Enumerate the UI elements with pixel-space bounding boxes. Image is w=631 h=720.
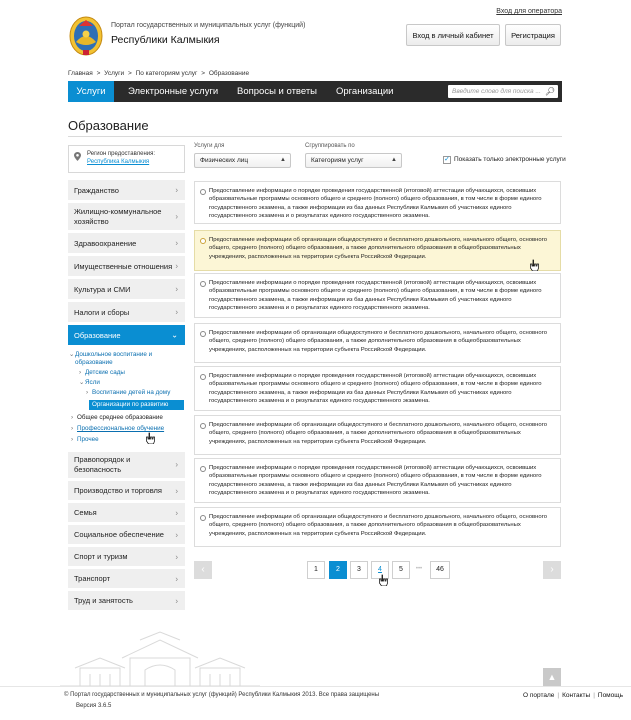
- sidebar-item-label: Социальное обеспечение: [74, 530, 164, 539]
- electronic-only-checkbox[interactable]: ✓: [444, 156, 450, 163]
- sidebar-item-property[interactable]: [68, 256, 185, 279]
- cabinet-login-button[interactable]: Вход в личный кабинет: [406, 24, 500, 46]
- subcat-label: Ясли: [85, 379, 100, 386]
- version-text: Версия 3.6.5: [76, 703, 112, 709]
- chevron-right-icon: ›: [71, 436, 74, 443]
- group-by-select[interactable]: [305, 153, 402, 168]
- subcat-label: Детские сады: [85, 369, 125, 376]
- sidebar-item-label: Семья: [74, 508, 97, 517]
- sidebar-item-label: Труд и занятость: [74, 596, 133, 605]
- subcat-kindergartens[interactable]: [79, 369, 185, 377]
- region-label: Регион предоставления:: [87, 151, 156, 157]
- page-link[interactable]: 5: [392, 561, 410, 579]
- breadcrumb-current: Образование: [208, 70, 250, 77]
- chevron-right-icon: ›: [175, 307, 178, 317]
- sidebar-item-healthcare[interactable]: [68, 233, 185, 256]
- map-pin-icon: [74, 152, 81, 161]
- chevron-right-icon: ›: [175, 552, 178, 561]
- nav-electronic-services[interactable]: Электронные услуги: [128, 86, 219, 97]
- search-input[interactable]: [448, 85, 558, 98]
- sidebar-item-citizenship[interactable]: [68, 180, 185, 203]
- nav-services[interactable]: Услуги: [68, 81, 114, 102]
- subcat-label: Прочее: [77, 436, 99, 443]
- chevron-right-icon: ›: [175, 185, 178, 195]
- service-item[interactable]: [194, 323, 561, 363]
- separator: |: [593, 692, 595, 699]
- next-page-button[interactable]: ›: [543, 561, 561, 579]
- separator: |: [557, 692, 560, 699]
- sidebar-item-label: Правопорядок и безопасность: [74, 455, 131, 474]
- service-item[interactable]: [194, 458, 561, 503]
- subcat-professional[interactable]: [71, 425, 185, 433]
- sidebar-item-housing[interactable]: [68, 203, 185, 233]
- radio-icon: [200, 331, 206, 337]
- chevron-right-icon: ›: [71, 414, 74, 421]
- operator-login-link[interactable]: Вход для оператора: [496, 8, 562, 15]
- sidebar-item-label: Транспорт: [74, 574, 111, 583]
- subcat-general[interactable]: [71, 414, 185, 422]
- sidebar-item-label: Культура и СМИ: [74, 284, 131, 294]
- radio-icon: [200, 466, 206, 472]
- chevron-right-icon: ›: [175, 460, 178, 469]
- subcat-nursery[interactable]: [79, 379, 185, 387]
- chevron-right-icon: ›: [175, 211, 178, 221]
- page-link[interactable]: 3: [350, 561, 368, 579]
- sidebar-item-label: Гражданство: [74, 185, 119, 195]
- breadcrumb-sep: >: [127, 70, 132, 77]
- search-placeholder: Введите слово для поиска ...: [452, 88, 541, 95]
- services-for-select[interactable]: [194, 153, 291, 168]
- category-sidebar: [68, 180, 185, 613]
- page-ellipsis: •••: [415, 566, 423, 572]
- breadcrumb-sep: >: [96, 70, 101, 77]
- portal-subtitle: Портал государственных и муниципальных услуг (функций): [111, 22, 306, 29]
- service-item-text: Предоставление информации о порядке проведения государственной (итоговой) аттестации обучающихся, освоивших образовательные программы основного общего и среднего (полного) общего образования, в том числе в форме единого государственного экзамена, а также информации из баз данных Республики Калмыкия об участниках единого государственного экзамена и о результатах единого государственного экзамена.: [209, 373, 542, 405]
- service-item-text: Предоставление информации об организации общедоступного и бесплатного дошкольного, начального общего, основного общего, среднего (полного) общего образования, а также дополнительного образования в общеобразовательных учреждениях, расположенных на территории субъекта Российской Федерации.: [209, 514, 547, 537]
- page-current[interactable]: 2: [329, 561, 347, 579]
- chevron-right-icon: ›: [175, 486, 178, 495]
- chevron-down-icon: ⌄: [79, 379, 85, 386]
- chevron-right-icon: ›: [86, 389, 89, 396]
- service-item-text: Предоставление информации о порядке проведения государственной (итоговой) аттестации обучающихся, освоивших образовательные программы основного общего и среднего (полного) общего образования, в том числе в форме единого государственного экзамена, а также информации из баз данных Республики Калмыкия об участниках единого государственного экзамена и о результатах единого государственного экзамена.: [209, 280, 542, 312]
- breadcrumb-sep: >: [201, 70, 205, 77]
- prev-page-button[interactable]: ‹: [194, 561, 212, 579]
- subcat-nursery-dev-selected[interactable]: Организации по развитию: [89, 400, 184, 410]
- footer-links: [523, 692, 623, 699]
- nav-faq[interactable]: Вопросы и ответы: [237, 86, 318, 97]
- service-item-text: Предоставление информации об организации общедоступного и бесплатного дошкольного, начального общего, основного общего, среднего (полного) общего образования, а также дополнительного образования в общеобразовательных учреждениях, расположенных на территории субъекта Российской Федерации.: [209, 237, 547, 260]
- region-value-link[interactable]: Республика Калмыкия: [87, 159, 150, 165]
- chevron-down-icon: ⌄: [69, 351, 75, 358]
- sidebar-item-label: Налоги и сборы: [74, 307, 130, 317]
- divider: [0, 686, 631, 687]
- sidebar-item-label: Имущественные отношения: [74, 261, 173, 271]
- service-item-text: Предоставление информации об организации общедоступного и бесплатного дошкольного, начального общего, основного общего, среднего (полного) общего образования, а также дополнительного образования в общеобразовательных учреждениях, расположенных на территории субъекта Российской Федерации.: [209, 330, 547, 353]
- footer-link-help[interactable]: Помощь: [597, 692, 623, 699]
- page-last[interactable]: 46: [430, 561, 450, 579]
- breadcrumb-categories[interactable]: По категориям услуг: [135, 70, 198, 77]
- sidebar-item-labor[interactable]: [68, 591, 185, 613]
- sidebar-item-education[interactable]: [68, 325, 185, 348]
- sidebar-item-social[interactable]: [68, 525, 185, 547]
- sidebar-item-label: Образование: [74, 330, 121, 340]
- sidebar-item-production[interactable]: [68, 481, 185, 503]
- services-for-label: Услуги для: [194, 143, 225, 149]
- copyright-text: © Портал государственных и муниципальных услуг (функций) Республики Калмыкия 2013. Все права защищены: [64, 692, 380, 698]
- pagoda-illustration: [60, 628, 260, 690]
- subcat-label: Дошкольное воспитание и образование: [75, 351, 153, 366]
- page-link[interactable]: 1: [307, 561, 325, 579]
- portal-title: Республики Калмыкия: [111, 34, 220, 46]
- breadcrumb: [68, 70, 251, 77]
- service-item-text: Предоставление информации об организации общедоступного и бесплатного дошкольного, начального общего, основного общего, среднего (полного) общего образования, а также дополнительного образования в общеобразовательных учреждениях, расположенных на территории субъекта Российской Федерации.: [209, 422, 547, 445]
- nav-organizations[interactable]: Организации: [336, 86, 394, 97]
- education-subtree: [68, 348, 185, 448]
- service-item[interactable]: [194, 366, 561, 411]
- sidebar-item-sport[interactable]: [68, 547, 185, 569]
- search-icon[interactable]: 🔎︎: [544, 87, 555, 96]
- sidebar-item-taxes[interactable]: [68, 302, 185, 325]
- hand-cursor-icon: [146, 432, 155, 444]
- chevron-right-icon: ›: [175, 284, 178, 294]
- sidebar-item-family[interactable]: [68, 503, 185, 525]
- main-nav: [68, 81, 562, 102]
- radio-icon: [200, 281, 206, 287]
- page-link[interactable]: 4: [371, 561, 389, 579]
- select-arrows-icon: ▲︎: [391, 157, 397, 163]
- sidebar-item-transport[interactable]: [68, 569, 185, 591]
- chevron-down-icon: ⌄: [171, 330, 178, 340]
- subcat-other[interactable]: [71, 436, 185, 444]
- hand-cursor-icon: [379, 574, 388, 586]
- sidebar-item-label: Здравоохранение: [74, 238, 137, 248]
- sidebar-item-label: Спорт и туризм: [74, 552, 128, 561]
- sidebar-item-label: Производство и торговля: [74, 486, 162, 495]
- chevron-right-icon: ›: [175, 508, 178, 517]
- sidebar-item-culture[interactable]: [68, 279, 185, 302]
- breadcrumb-services[interactable]: Услуги: [104, 70, 125, 77]
- subcat-preschool[interactable]: [69, 351, 179, 367]
- chevron-right-icon: ›: [175, 530, 178, 539]
- hand-cursor-icon: [530, 259, 539, 271]
- subcat-label: Профессиональное обучение: [77, 425, 165, 432]
- emblem-logo: [68, 12, 104, 58]
- subcat-row: [89, 399, 185, 410]
- service-item[interactable]: [194, 415, 561, 455]
- radio-icon: [200, 374, 206, 380]
- select-arrows-icon: ▲︎: [280, 157, 286, 163]
- service-item-hovered[interactable]: [194, 230, 561, 271]
- chevron-right-icon: ›: [175, 574, 178, 583]
- divider: [68, 136, 562, 137]
- sidebar-item-label: Жилищно-коммунальное хозяйство: [74, 206, 162, 226]
- chevron-right-icon: ›: [71, 425, 74, 432]
- electronic-only-label: Показать только электронные услуги: [454, 156, 566, 163]
- radio-icon: [200, 423, 206, 429]
- chevron-right-icon: ›: [79, 369, 82, 376]
- page-title: Образование: [68, 118, 149, 133]
- breadcrumb-home[interactable]: Главная: [68, 70, 93, 77]
- service-item-text: Предоставление информации о порядке проведения государственной (итоговой) аттестации обучающихся, освоивших образовательные программы основного общего и среднего (полного) общего образования, в том числе в форме единого государственного экзамена, а также информации из баз данных Республики Калмыкия об участниках единого государственного экзамена и о результатах единого государственного экзамена.: [209, 188, 542, 220]
- scroll-to-top-button[interactable]: ▲: [543, 668, 561, 686]
- footer-link-contacts[interactable]: Контакты: [562, 692, 591, 699]
- chevron-right-icon: ›: [175, 261, 178, 271]
- sidebar-item-law[interactable]: [68, 452, 185, 481]
- chevron-right-icon: ›: [175, 238, 178, 248]
- register-button[interactable]: Регистрация: [505, 24, 561, 46]
- subcat-nursery-home[interactable]: [86, 389, 185, 397]
- subcat-label: Общее среднее образование: [77, 414, 163, 421]
- chevron-right-icon: ›: [175, 596, 178, 605]
- group-by-value: Категориям услуг: [311, 157, 364, 164]
- services-for-value: Физических лиц: [200, 157, 249, 164]
- footer-link-about[interactable]: О портале: [523, 692, 555, 699]
- radio-icon: [200, 238, 206, 244]
- radio-icon: [200, 515, 206, 521]
- region-selector[interactable]: [68, 145, 185, 173]
- radio-icon: [200, 189, 206, 195]
- group-by-label: Сгруппировать по: [305, 143, 355, 149]
- subcat-label: Воспитание детей на дому: [92, 389, 171, 396]
- service-item[interactable]: [194, 181, 561, 224]
- service-item[interactable]: [194, 273, 561, 318]
- service-item[interactable]: [194, 507, 561, 547]
- service-item-text: Предоставление информации о порядке проведения государственной (итоговой) аттестации обучающихся, освоивших образовательные программы основного общего и среднего (полного) общего образования, в том числе в форме единого государственного экзамена, а также информации из баз данных Республики Калмыкия об участниках единого государственного экзамена и о результатах единого государственного экзамена.: [209, 465, 542, 497]
